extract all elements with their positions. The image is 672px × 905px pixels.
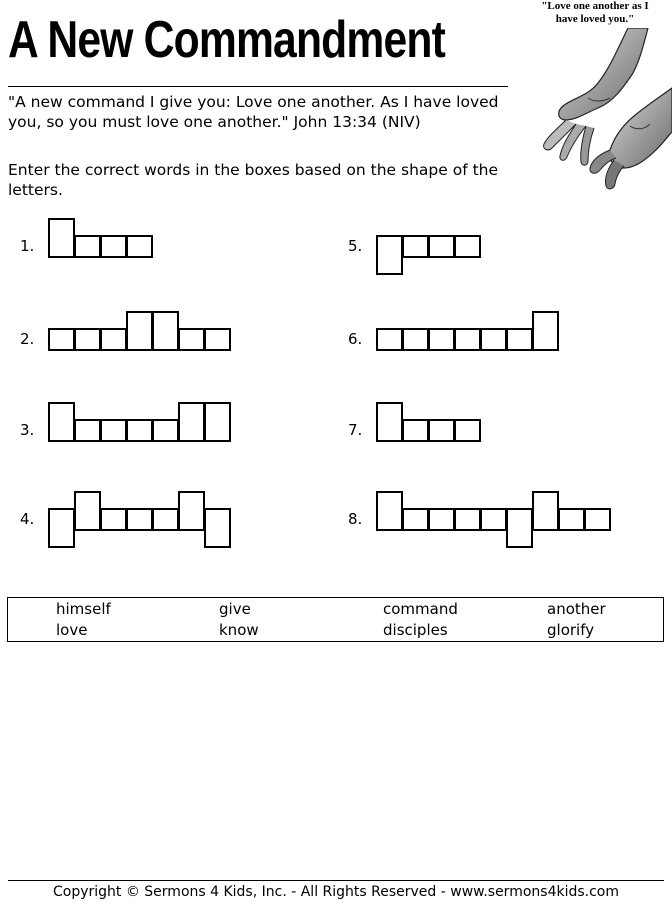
letter-box[interactable] bbox=[100, 419, 127, 442]
letter-box[interactable] bbox=[178, 491, 205, 531]
puzzle-number-label: 4. bbox=[20, 510, 35, 528]
picture-caption-line-1: "Love one another as I bbox=[541, 0, 649, 12]
letter-box[interactable] bbox=[376, 491, 403, 531]
letter-box[interactable] bbox=[152, 508, 179, 531]
word-bank-word: know bbox=[219, 621, 259, 639]
letter-box[interactable] bbox=[506, 328, 533, 351]
holding-hands-icon bbox=[518, 28, 672, 193]
word-bank-word: command bbox=[383, 600, 458, 618]
letter-box[interactable] bbox=[126, 508, 153, 531]
title-divider bbox=[8, 86, 508, 87]
letter-box[interactable] bbox=[402, 508, 429, 531]
puzzle-number-label: 8. bbox=[348, 510, 363, 528]
letter-box[interactable] bbox=[100, 235, 127, 258]
word-bank-word: disciples bbox=[383, 621, 448, 639]
word-bank-word: himself bbox=[56, 600, 111, 618]
letter-box[interactable] bbox=[428, 235, 455, 258]
letter-box[interactable] bbox=[126, 419, 153, 442]
puzzle-number-label: 5. bbox=[348, 237, 363, 255]
holding-hands-picture bbox=[518, 0, 672, 200]
letter-box[interactable] bbox=[376, 235, 403, 275]
letter-box[interactable] bbox=[204, 402, 231, 442]
letter-box[interactable] bbox=[74, 419, 101, 442]
letter-box[interactable] bbox=[376, 402, 403, 442]
bible-verse: "A new command I give you: Love one another. As I have loved you, so you must love one another." John 13:34 (NIV) bbox=[8, 93, 499, 131]
letter-box[interactable] bbox=[48, 328, 75, 351]
letter-box[interactable] bbox=[454, 328, 481, 351]
letter-box[interactable] bbox=[152, 419, 179, 442]
letter-box[interactable] bbox=[74, 235, 101, 258]
letter-box[interactable] bbox=[204, 328, 231, 351]
word-bank bbox=[7, 597, 664, 642]
letter-box[interactable] bbox=[178, 328, 205, 351]
letter-box[interactable] bbox=[48, 508, 75, 548]
word-bank-word: give bbox=[219, 600, 251, 618]
footer-divider bbox=[8, 880, 664, 881]
letter-box[interactable] bbox=[558, 508, 585, 531]
letter-box[interactable] bbox=[532, 491, 559, 531]
letter-box[interactable] bbox=[100, 508, 127, 531]
letter-box[interactable] bbox=[584, 508, 611, 531]
letter-box[interactable] bbox=[376, 328, 403, 351]
letter-box[interactable] bbox=[100, 328, 127, 351]
puzzle-number-label: 2. bbox=[20, 330, 35, 348]
letter-box[interactable] bbox=[480, 508, 507, 531]
letter-box[interactable] bbox=[204, 508, 231, 548]
letter-box[interactable] bbox=[454, 419, 481, 442]
letter-box[interactable] bbox=[454, 508, 481, 531]
letter-box[interactable] bbox=[402, 328, 429, 351]
picture-caption-line-2: have loved you." bbox=[555, 13, 635, 25]
picture-caption bbox=[518, 0, 672, 26]
instructions: Enter the correct words in the boxes based on the shape of the letters. bbox=[8, 161, 499, 199]
letter-box[interactable] bbox=[402, 235, 429, 258]
letter-box[interactable] bbox=[74, 491, 101, 531]
letter-box[interactable] bbox=[506, 508, 533, 548]
letter-box[interactable] bbox=[428, 328, 455, 351]
word-bank-word: love bbox=[56, 621, 88, 639]
letter-box[interactable] bbox=[178, 402, 205, 442]
letter-box[interactable] bbox=[428, 419, 455, 442]
page-title: A New Commandment bbox=[8, 11, 445, 69]
letter-box[interactable] bbox=[428, 508, 455, 531]
letter-box[interactable] bbox=[532, 311, 559, 351]
letter-box[interactable] bbox=[126, 235, 153, 258]
puzzle-number-label: 3. bbox=[20, 421, 35, 439]
letter-box[interactable] bbox=[126, 311, 153, 351]
puzzle-number-label: 6. bbox=[348, 330, 363, 348]
letter-box[interactable] bbox=[152, 311, 179, 351]
letter-box[interactable] bbox=[48, 402, 75, 442]
letter-box[interactable] bbox=[480, 328, 507, 351]
letter-box[interactable] bbox=[454, 235, 481, 258]
puzzle-number-label: 7. bbox=[348, 421, 363, 439]
letter-box[interactable] bbox=[74, 328, 101, 351]
word-bank-word: another bbox=[547, 600, 606, 618]
puzzle-number-label: 1. bbox=[20, 237, 35, 255]
copyright-footer: Copyright © Sermons 4 Kids, Inc. - All Rights Reserved - www.sermons4kids.com bbox=[52, 884, 619, 900]
letter-box[interactable] bbox=[48, 218, 75, 258]
letter-box[interactable] bbox=[402, 419, 429, 442]
word-bank-word: glorify bbox=[547, 621, 595, 639]
